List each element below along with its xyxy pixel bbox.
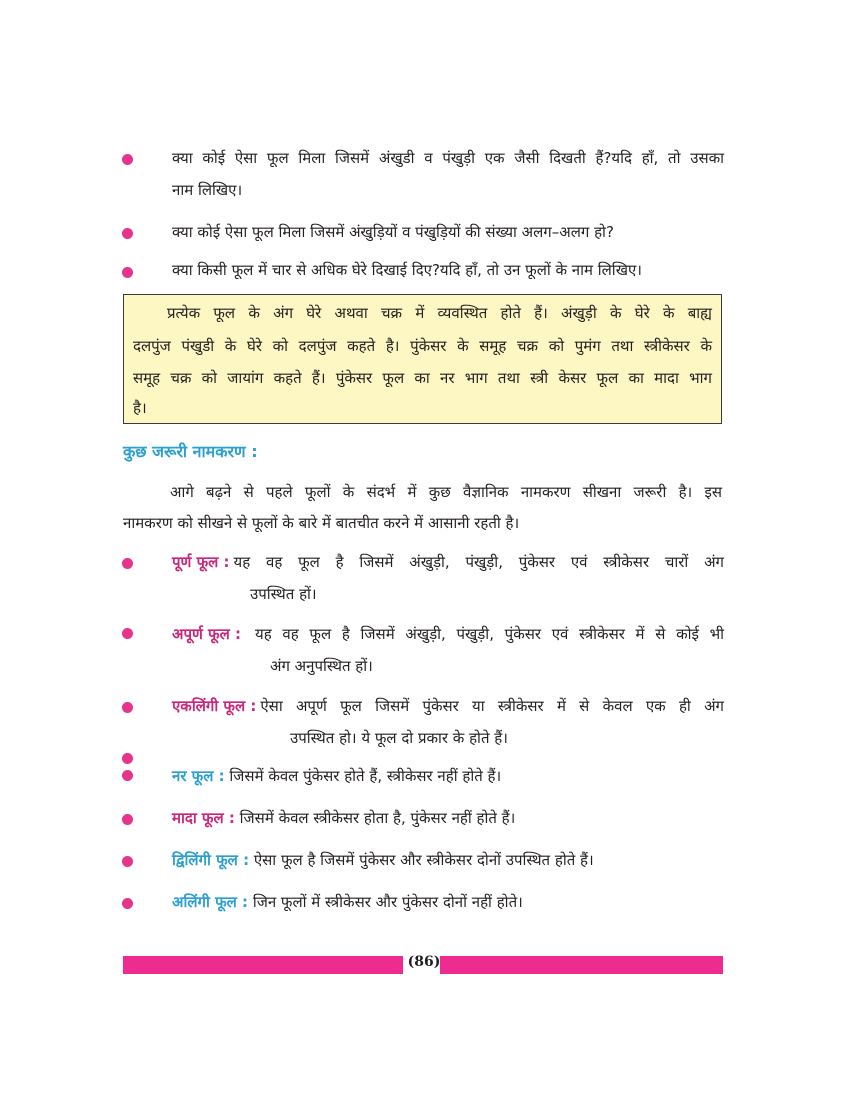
bullet-icon <box>122 154 133 165</box>
bullet-icon <box>122 770 133 781</box>
term-definition: जिन फूलों में स्त्रीकेसर और पुंकेसर दोनों नहीं होते। <box>252 893 523 911</box>
note-line-1: प्रत्येक फूल के अंग घेरे अथवा चक्र में व्यवस्थित होते हैं। अंखुड़ी के घेरे के बाह्य <box>167 304 712 322</box>
term-label: पूर्ण फूल : <box>172 553 230 571</box>
term-definition: जिसमें केवल स्त्रीकेसर होता है, पुंकेसर नहीं होते हैं। <box>239 809 516 827</box>
term-label: मादा फूल : <box>172 809 235 827</box>
term-definition-cont: उपस्थित हो। ये फूल दो प्रकार के होते हैं। <box>290 729 508 747</box>
term-label: एकलिंगी फूल : <box>172 697 257 715</box>
term-label: अपूर्ण फूल : <box>172 625 242 643</box>
page-number: (86) <box>407 954 441 970</box>
intro-line-1: आगे बढ़ने से पहले फूलों के संदर्भ में कुछ वैज्ञानिक नामकरण सीखना जरूरी है। इस <box>170 483 722 501</box>
bullet-icon <box>122 898 133 909</box>
bullet-icon <box>122 628 133 639</box>
term-definition: जिसमें केवल पुंकेसर होते हैं, स्त्रीकेसर नहीं होते हैं। <box>229 767 502 785</box>
term-definition: यह वह फूल है जिसमें अंखुड़ी, पंखुड़ी, पुंकेसर एवं स्त्रीकेसर में से कोई भी <box>255 625 724 643</box>
intro-line-2: नामकरण को सीखने से फूलों के बारे में बातचीत करने में आसानी रहती है। <box>123 514 520 532</box>
term-complete-flower <box>172 552 724 572</box>
bullet-icon <box>122 814 133 825</box>
note-line-4: है। <box>133 399 147 417</box>
term-incomplete-flower <box>172 624 724 644</box>
term-unisexual-flower <box>172 696 724 716</box>
footer-bar-left <box>123 956 403 974</box>
bullet-icon <box>122 753 133 764</box>
term-bisexual-flower <box>172 850 594 870</box>
note-line-3: समूह चक्र को जायांग कहते हैं। पुंकेसर फूल का नर भाग तथा स्त्री केसर फूल का मादा भाग <box>133 369 712 387</box>
term-definition: ऐसा फूल है जिसमें पुंकेसर और स्त्रीकेसर दोनों उपस्थित होते हैं। <box>253 851 594 869</box>
term-definition-cont: उपस्थित हों। <box>250 585 317 603</box>
bullet-icon <box>122 267 133 278</box>
note-line-2: दलपुंज पंखुडी के घेरे को दलपुंज कहते है। पुंकेसर के समूह चक्र को पुमंग तथा स्त्रीकेसर के <box>133 337 712 355</box>
bullet-icon <box>122 228 133 239</box>
bullet-icon <box>122 702 133 713</box>
section-heading: कुछ जरूरी नामकरण : <box>123 442 258 461</box>
term-asexual-flower <box>172 892 523 912</box>
question-1-line-2: नाम लिखिए। <box>172 181 243 199</box>
term-label: नर फूल : <box>172 767 225 785</box>
question-2: क्या कोई ऐसा फूल मिला जिसमें अंखुड़ियों व पंखुड़ियों की संख्या अलग–अलग हो? <box>172 223 614 241</box>
footer-bar-right <box>440 956 723 974</box>
term-definition: यह वह फूल है जिसमें अंखुड़ी, पंखुड़ी, पुंकेसर एवं स्त्रीकेसर चारों अंग <box>233 553 724 571</box>
term-female-flower <box>172 808 515 828</box>
term-label: अलिंगी फूल : <box>172 893 249 911</box>
bullet-icon <box>122 558 133 569</box>
term-definition-cont: अंग अनुपस्थित हों। <box>270 657 373 675</box>
term-definition: ऐसा अपूर्ण फूल जिसमें पुंकेसर या स्त्रीकेसर में से केवल एक ही अंग <box>260 697 724 715</box>
bullet-icon <box>122 856 133 867</box>
term-male-flower <box>172 766 501 786</box>
term-label: द्विलिंगी फूल : <box>172 851 250 869</box>
question-3: क्या किसी फूल में चार से अधिक घेरे दिखाई दिए?यदि हाँ, तो उन फूलों के नाम लिखिए। <box>172 261 642 279</box>
question-1-line-1: क्या कोई ऐसा फूल मिला जिसमें अंखुडी व पंखुड़ी एक जैसी दिखती हैं?यदि हाँ, तो उसका <box>172 149 724 167</box>
